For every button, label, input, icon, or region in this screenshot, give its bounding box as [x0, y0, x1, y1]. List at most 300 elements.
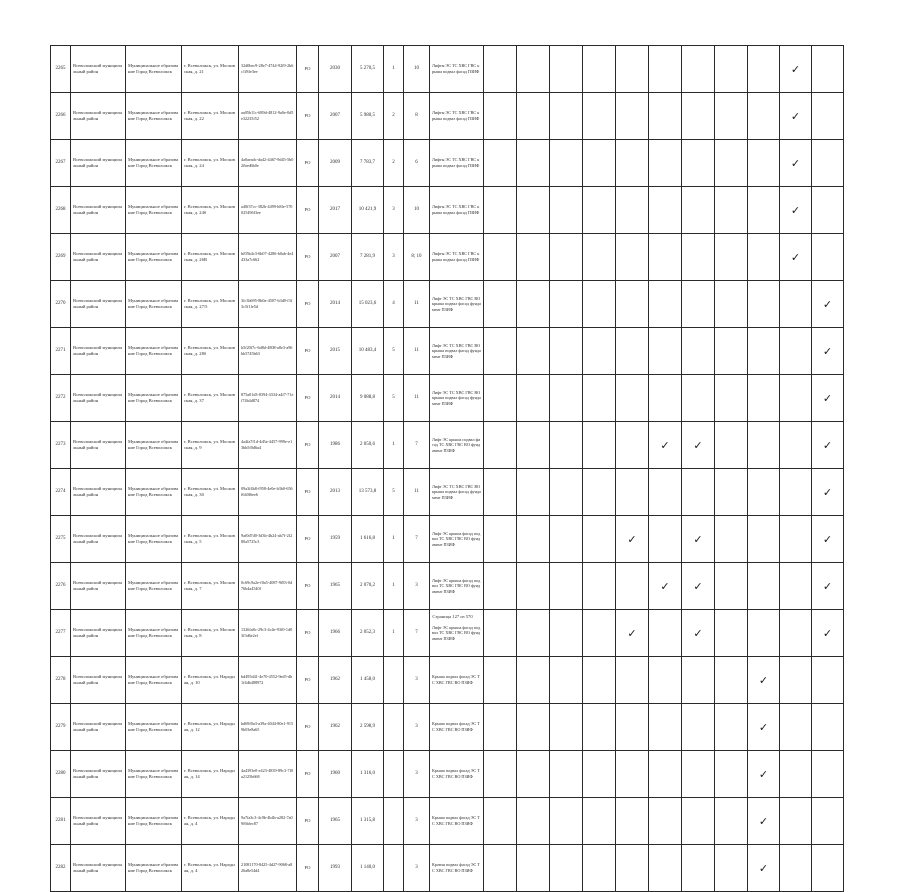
count-a-cell [384, 751, 404, 798]
count-a-cell: 2 [384, 93, 404, 140]
guid-cell: bd495d41-4e70-4552-9ed5-db1f4db488972 [239, 657, 297, 704]
ro-cell: РО [297, 516, 319, 563]
check-cell [649, 798, 682, 845]
year-cell: 1966 [319, 610, 352, 657]
check-cell [748, 328, 780, 375]
year-cell: 2007 [319, 234, 352, 281]
year-cell: 1986 [319, 422, 352, 469]
area-cell: 2 050,6 [352, 422, 384, 469]
check-cell [583, 375, 616, 422]
check-cell [550, 281, 583, 328]
address-cell: г. Всеволожск, ул. Московская, д. 24 [182, 140, 239, 187]
check-cell [748, 751, 780, 798]
guid-cell: bf05b4c3-6b07-4286-b0ab-4e4433a7c662 [239, 234, 297, 281]
checkmark-icon: ✓ [693, 532, 703, 546]
area-cell: 2 598,9 [352, 704, 384, 751]
check-cell [649, 281, 682, 328]
row-number: 2272 [51, 375, 71, 422]
checkmark-icon: ✓ [693, 626, 703, 640]
check-cell [583, 422, 616, 469]
guid-cell: 4a0aeadc-da42-4467-9d45-5b02fbed6b0e [239, 140, 297, 187]
ro-cell: РО [297, 845, 319, 892]
table-row [51, 93, 844, 140]
ro-cell: РО [297, 187, 319, 234]
check-cell [682, 657, 715, 704]
check-cell [682, 563, 715, 610]
count-a-cell [384, 657, 404, 704]
check-cell [550, 187, 583, 234]
area-cell: 10 421,9 [352, 187, 384, 234]
check-cell [649, 845, 682, 892]
year-cell: 1965 [319, 563, 352, 610]
guid-cell: 4a4fa7f1d-4d5a-4457-999e-e13bb5f0d6a4 [239, 422, 297, 469]
area-cell: 15 023,6 [352, 281, 384, 328]
count-b-cell: 7 [404, 422, 430, 469]
table-row [51, 187, 844, 234]
check-cell [583, 704, 616, 751]
check-cell [748, 422, 780, 469]
check-cell [748, 234, 780, 281]
check-cell [550, 469, 583, 516]
municipality-cell: Муниципальное образование Город Всеволожск [126, 187, 182, 234]
check-cell [517, 704, 550, 751]
table-row [51, 751, 844, 798]
check-cell [812, 234, 844, 281]
municipality-cell: Муниципальное образование Город Всеволожск [126, 751, 182, 798]
row-number: 2266 [51, 93, 71, 140]
year-cell: 2017 [319, 187, 352, 234]
check-cell [517, 187, 550, 234]
count-a-cell: 1 [384, 422, 404, 469]
year-cell: 2013 [319, 469, 352, 516]
check-cell [748, 469, 780, 516]
check-cell [484, 422, 517, 469]
check-cell [484, 328, 517, 375]
table-row [51, 328, 844, 375]
check-cell [812, 422, 844, 469]
check-cell [780, 93, 812, 140]
check-cell [484, 657, 517, 704]
check-cell [812, 187, 844, 234]
check-cell [780, 704, 812, 751]
count-b-cell: 3 [404, 563, 430, 610]
checkmark-icon: ✓ [758, 814, 769, 828]
check-cell [780, 375, 812, 422]
municipality-cell: Муниципальное образование Город Всеволожск [126, 422, 182, 469]
checkmark-icon: ✓ [660, 579, 670, 593]
checkmark-icon: ✓ [790, 250, 801, 264]
count-b-cell: 8; 10 [404, 234, 430, 281]
check-cell [812, 93, 844, 140]
table-row [51, 516, 844, 563]
ro-cell: РО [297, 328, 319, 375]
check-cell [517, 798, 550, 845]
check-cell [780, 563, 812, 610]
check-cell [583, 798, 616, 845]
count-a-cell: 1 [384, 46, 404, 93]
check-cell [583, 140, 616, 187]
check-cell [780, 140, 812, 187]
check-cell [715, 657, 748, 704]
municipality-cell: Муниципальное образование Город Всеволожск [126, 845, 182, 892]
address-cell: г. Всеволожск, ул. Народная, д. 14 [182, 751, 239, 798]
check-cell [616, 140, 649, 187]
check-cell [649, 704, 682, 751]
check-cell [780, 328, 812, 375]
works-cell: Лифты ЭС ТС ХВС ГВС крыша подвал фасад ПЗИФ [430, 93, 484, 140]
check-cell [484, 46, 517, 93]
year-cell: 2030 [319, 46, 352, 93]
works-cell: Лифт ЭС ТС ХВС ГВС ВО крыша подвал фасад фундамент ПЗИФ [430, 328, 484, 375]
housing-registry-table [50, 45, 844, 892]
area-cell: 13 573,8 [352, 469, 384, 516]
check-cell [715, 187, 748, 234]
row-number: 2279 [51, 704, 71, 751]
ro-cell: РО [297, 657, 319, 704]
check-cell [550, 46, 583, 93]
check-cell [583, 187, 616, 234]
works-cell: Лифт ЭС ТС ХВС ГВС ВО крыша подвал фасад фундамент ПЗИФ [430, 375, 484, 422]
address-cell: г. Всеволожск, ул. Народная, д. 12 [182, 704, 239, 751]
ro-cell: РО [297, 140, 319, 187]
district-cell: Всеволожский муниципальный район [71, 563, 126, 610]
municipality-cell: Муниципальное образование Город Всеволожск [126, 469, 182, 516]
year-cell: 1993 [319, 845, 352, 892]
district-cell: Всеволожский муниципальный район [71, 798, 126, 845]
row-number: 2268 [51, 187, 71, 234]
check-cell [780, 234, 812, 281]
row-number: 2270 [51, 281, 71, 328]
works-cell: Лифты ЭС ТС ХВС ГВС крыша подвал фасад ПЗИФ [430, 234, 484, 281]
count-b-cell: 8 [404, 93, 430, 140]
check-cell [616, 563, 649, 610]
works-cell: Лифты ЭС ТС ХВС ГВС крыша подвал фасад ПЗИФ [430, 46, 484, 93]
check-cell [649, 422, 682, 469]
table-body [51, 46, 844, 892]
check-cell [616, 281, 649, 328]
checkmark-icon: ✓ [822, 297, 833, 311]
check-cell [550, 422, 583, 469]
municipality-cell: Муниципальное образование Город Всеволожск [126, 704, 182, 751]
table-row [51, 469, 844, 516]
count-b-cell: 3 [404, 798, 430, 845]
check-cell [780, 657, 812, 704]
check-cell [484, 93, 517, 140]
table-row [51, 657, 844, 704]
check-cell [484, 375, 517, 422]
count-a-cell [384, 845, 404, 892]
check-cell [583, 93, 616, 140]
count-b-cell: 10 [404, 46, 430, 93]
municipality-cell: Муниципальное образование Город Всеволожск [126, 798, 182, 845]
check-cell [682, 140, 715, 187]
page-footer: Страница 127 из 570 [432, 614, 473, 619]
check-cell [484, 516, 517, 563]
count-b-cell: 7 [404, 610, 430, 657]
check-cell [484, 187, 517, 234]
row-number: 2267 [51, 140, 71, 187]
count-a-cell: 1 [384, 610, 404, 657]
address-cell: г. Всеволожск, ул. Московская, д. 37 [182, 375, 239, 422]
district-cell: Всеволожский муниципальный район [71, 422, 126, 469]
ro-cell: РО [297, 281, 319, 328]
checkmark-icon: ✓ [790, 109, 801, 123]
municipality-cell: Муниципальное образование Город Всеволожск [126, 657, 182, 704]
district-cell: Всеволожский муниципальный район [71, 93, 126, 140]
guid-cell: 09a3f4b8-f958-4e0e-b3b0-656f640f6ee6 [239, 469, 297, 516]
check-cell [616, 375, 649, 422]
ro-cell: РО [297, 422, 319, 469]
check-cell [780, 516, 812, 563]
check-cell [616, 328, 649, 375]
check-cell [748, 657, 780, 704]
checkmark-icon: ✓ [822, 344, 833, 358]
address-cell: г. Всеволожск, ул. Народная, д. 4 [182, 798, 239, 845]
check-cell [583, 845, 616, 892]
check-cell [583, 46, 616, 93]
district-cell: Всеволожский муниципальный район [71, 469, 126, 516]
municipality-cell: Муниципальное образование Город Всеволожск [126, 610, 182, 657]
ro-cell: РО [297, 46, 319, 93]
works-cell: Лифт ЭС крыша подвал фасад ТС ХВС ГВС ВО фундамент ПЗИФ [430, 422, 484, 469]
check-cell [812, 751, 844, 798]
guid-cell: 3fc3b695-8b0a-4507-b3d0-f3f3c5f1fe5d [239, 281, 297, 328]
count-b-cell: 11 [404, 469, 430, 516]
check-cell [649, 563, 682, 610]
works-cell: Крыша подвал фасад ЭС ТС ХВС ГВС ВО ПЗИФ [430, 657, 484, 704]
works-cell: Крыша подвал фасад ЭС ТС ХВС ГВС ВО ПЗИФ [430, 798, 484, 845]
district-cell: Всеволожский муниципальный район [71, 234, 126, 281]
area-cell: 1 140,0 [352, 845, 384, 892]
check-cell [715, 328, 748, 375]
check-cell [517, 140, 550, 187]
checkmark-icon: ✓ [660, 438, 670, 452]
check-cell [616, 704, 649, 751]
check-cell [780, 422, 812, 469]
checkmark-icon: ✓ [627, 626, 637, 640]
check-cell [616, 46, 649, 93]
check-cell [484, 563, 517, 610]
check-cell [812, 281, 844, 328]
count-a-cell: 3 [384, 234, 404, 281]
check-cell [780, 187, 812, 234]
year-cell: 1962 [319, 657, 352, 704]
check-cell [649, 93, 682, 140]
year-cell: 1960 [319, 751, 352, 798]
guid-cell: 9af0d7d0-3d3b-4b24-ab7f-2f280a5725c3 [239, 516, 297, 563]
year-cell: 1965 [319, 798, 352, 845]
table-row [51, 234, 844, 281]
check-cell [616, 845, 649, 892]
ro-cell: РО [297, 375, 319, 422]
check-cell [517, 234, 550, 281]
check-cell [484, 704, 517, 751]
count-a-cell: 5 [384, 328, 404, 375]
table-row [51, 798, 844, 845]
check-cell [616, 469, 649, 516]
check-cell [649, 375, 682, 422]
guid-cell: a40f37cc-382b-4499-b8fe-570025496f3ee [239, 187, 297, 234]
check-cell [484, 751, 517, 798]
year-cell: 2014 [319, 281, 352, 328]
address-cell: г. Всеволожск, ул. Московская, д. 22 [182, 93, 239, 140]
ro-cell: РО [297, 93, 319, 140]
checkmark-icon: ✓ [822, 438, 833, 452]
works-cell: Лифт ЭС ТС ХВС ГВС ВО крыша подвал фасад фундамент ПЗИФ [430, 281, 484, 328]
guid-cell: 32d0bec9-28e7-4744-92f9-2b6c1f8fe3ee [239, 46, 297, 93]
municipality-cell: Муниципальное образование Город Всеволожск [126, 46, 182, 93]
district-cell: Всеволожский муниципальный район [71, 610, 126, 657]
check-cell [715, 234, 748, 281]
area-cell: 2 052,3 [352, 610, 384, 657]
count-a-cell: 4 [384, 281, 404, 328]
check-cell [682, 375, 715, 422]
guid-cell: 1326fa8c-29c3-4c4e-93f0-1d03f3d6e2ef [239, 610, 297, 657]
check-cell [682, 845, 715, 892]
check-cell [748, 140, 780, 187]
table-row [51, 375, 844, 422]
check-cell [484, 798, 517, 845]
count-b-cell: 11 [404, 375, 430, 422]
checkmark-icon: ✓ [790, 156, 801, 170]
check-cell [649, 328, 682, 375]
count-b-cell: 10 [404, 187, 430, 234]
check-cell [616, 93, 649, 140]
check-cell [748, 281, 780, 328]
check-cell [583, 469, 616, 516]
table-row [51, 563, 844, 610]
ro-cell: РО [297, 798, 319, 845]
check-cell [517, 751, 550, 798]
check-cell [715, 93, 748, 140]
works-cell: Лифты ЭС ТС ХВС ГВС крыша подвал фасад ПЗИФ [430, 187, 484, 234]
check-cell [715, 469, 748, 516]
checkmark-icon: ✓ [758, 720, 769, 734]
check-cell [583, 751, 616, 798]
check-cell [517, 845, 550, 892]
check-cell [682, 798, 715, 845]
check-cell [812, 704, 844, 751]
district-cell: Всеволожский муниципальный район [71, 516, 126, 563]
check-cell [715, 845, 748, 892]
district-cell: Всеволожский муниципальный район [71, 845, 126, 892]
row-number: 2273 [51, 422, 71, 469]
check-cell [748, 845, 780, 892]
guid-cell: b5f20f7c-6d8d-4808-a8e3-a96bb5745b63 [239, 328, 297, 375]
count-b-cell: 3 [404, 657, 430, 704]
check-cell [649, 751, 682, 798]
address-cell: г. Всеволожск, ул. Московская, д. 5 [182, 516, 239, 563]
district-cell: Всеволожский муниципальный район [71, 46, 126, 93]
check-cell [649, 234, 682, 281]
area-cell: 1 616,8 [352, 516, 384, 563]
municipality-cell: Муниципальное образование Город Всеволожск [126, 375, 182, 422]
check-cell [780, 46, 812, 93]
check-cell [484, 845, 517, 892]
year-cell: 1962 [319, 704, 352, 751]
ro-cell: РО [297, 563, 319, 610]
check-cell [550, 516, 583, 563]
row-number: 2275 [51, 516, 71, 563]
municipality-cell: Муниципальное образование Город Всеволожск [126, 140, 182, 187]
row-number: 2276 [51, 563, 71, 610]
check-cell [649, 187, 682, 234]
check-cell [484, 234, 517, 281]
check-cell [649, 140, 682, 187]
check-cell [550, 798, 583, 845]
count-a-cell: 5 [384, 469, 404, 516]
check-cell [748, 798, 780, 845]
guid-cell: 9a7fa3c3-4c9b-4b4b-a282-7a09f6bfec87 [239, 798, 297, 845]
check-cell [550, 234, 583, 281]
count-a-cell: 1 [384, 563, 404, 610]
municipality-cell: Муниципальное образование Город Всеволожск [126, 234, 182, 281]
works-cell: Лифт ЭС крыша фасад подвал ТС ХВС ГВС ВО фундамент ПЗИФ [430, 563, 484, 610]
guid-cell: 4a4393e0-e423-4839-89c3-7f0a2125b668 [239, 751, 297, 798]
check-cell [550, 704, 583, 751]
check-cell [812, 375, 844, 422]
table-row [51, 845, 844, 892]
checkmark-icon: ✓ [822, 579, 833, 593]
area-cell: 2 070,2 [352, 563, 384, 610]
checkmark-icon: ✓ [693, 579, 703, 593]
check-cell [780, 281, 812, 328]
row-number: 2265 [51, 46, 71, 93]
check-cell [682, 234, 715, 281]
address-cell: г. Всеволожск, ул. Московская, д. 7 [182, 563, 239, 610]
check-cell [812, 469, 844, 516]
count-a-cell [384, 704, 404, 751]
check-cell [616, 798, 649, 845]
check-cell [649, 469, 682, 516]
checkmark-icon: ✓ [627, 532, 637, 546]
works-cell: Лифт ЭС крыша фасад подвал ТС ХВС ГВС ВО фундамент ПЗИФ [430, 610, 484, 657]
district-cell: Всеволожский муниципальный район [71, 657, 126, 704]
row-number: 2281 [51, 798, 71, 845]
check-cell [616, 187, 649, 234]
check-cell [682, 281, 715, 328]
year-cell: 1959 [319, 516, 352, 563]
checkmark-icon: ✓ [822, 391, 833, 405]
address-cell: г. Всеволожск, ул. Московская, д. 26В [182, 234, 239, 281]
count-b-cell: 3 [404, 704, 430, 751]
check-cell [682, 187, 715, 234]
district-cell: Всеволожский муниципальный район [71, 187, 126, 234]
check-cell [550, 657, 583, 704]
guid-cell: aa05b11c-689d-4812-9a0e-0d5e32235f52 [239, 93, 297, 140]
check-cell [550, 375, 583, 422]
check-cell [715, 46, 748, 93]
checkmark-icon: ✓ [790, 203, 801, 217]
address-cell: г. Всеволожск, ул. Московская, д. 28б [182, 328, 239, 375]
count-b-cell: 6 [404, 140, 430, 187]
check-cell [812, 516, 844, 563]
works-cell: Лифты ЭС ТС ХВС ГВС крыша подвал фасад ПЗИФ [430, 140, 484, 187]
check-cell [780, 751, 812, 798]
check-cell [682, 46, 715, 93]
check-cell [583, 234, 616, 281]
check-cell [616, 234, 649, 281]
district-cell: Всеволожский муниципальный район [71, 328, 126, 375]
check-cell [649, 657, 682, 704]
ro-cell: РО [297, 469, 319, 516]
check-cell [715, 422, 748, 469]
row-number: 2282 [51, 845, 71, 892]
check-cell [780, 798, 812, 845]
check-cell [812, 563, 844, 610]
works-cell: Крыша подвал фасад ЭС ТС ХВС ГВС ВО ПЗИФ [430, 751, 484, 798]
check-cell [484, 140, 517, 187]
